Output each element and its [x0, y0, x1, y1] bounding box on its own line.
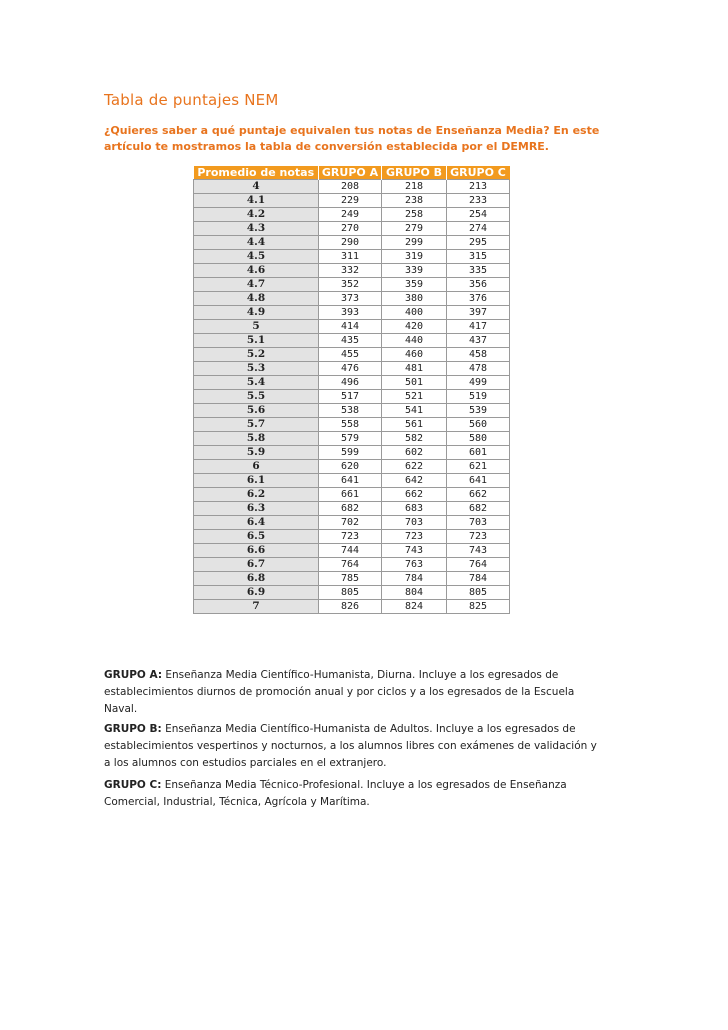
- group-a-description: [104, 667, 604, 718]
- cell-grupo-a: 558: [319, 418, 382, 432]
- cell-grupo-a: 414: [319, 320, 382, 334]
- cell-grupo-a: 682: [319, 502, 382, 516]
- cell-grade: 6.4: [194, 516, 319, 530]
- cell-grupo-b: 602: [382, 446, 447, 460]
- cell-grupo-a: 393: [319, 306, 382, 320]
- table-row: [194, 264, 510, 278]
- cell-grupo-b: 703: [382, 516, 447, 530]
- cell-grupo-c: 478: [447, 362, 510, 376]
- group-c-label: GRUPO C:: [104, 779, 162, 791]
- cell-grupo-a: 476: [319, 362, 382, 376]
- table-row: [194, 222, 510, 236]
- cell-grupo-a: 538: [319, 404, 382, 418]
- group-b-text: Enseñanza Media Científico-Humanista de Adultos. Incluye a los egresados de establecimientos vespertinos y nocturnos, a los alumnos libres con exámenes de validación y a los alumnos con estudios parciales en el extranjero.: [104, 723, 597, 769]
- table-row: [194, 502, 510, 516]
- group-a-text: Enseñanza Media Científico-Humanista, Diurna. Incluye a los egresados de establecimientos diurnos de promoción anual y por ciclos y a los egresados de la Escuela Naval.: [104, 669, 575, 715]
- cell-grupo-c: 417: [447, 320, 510, 334]
- table-row: [194, 530, 510, 544]
- cell-grade: 4.7: [194, 278, 319, 292]
- cell-grupo-a: 641: [319, 474, 382, 488]
- header-grupo-a: GRUPO A: [319, 166, 382, 180]
- table-row: [194, 306, 510, 320]
- header-grupo-c: GRUPO C: [447, 166, 510, 180]
- cell-grade: 6.7: [194, 558, 319, 572]
- cell-grupo-b: 541: [382, 404, 447, 418]
- table-row: [194, 348, 510, 362]
- table-row: [194, 362, 510, 376]
- cell-grupo-c: 682: [447, 502, 510, 516]
- cell-grupo-b: 299: [382, 236, 447, 250]
- cell-grupo-b: 622: [382, 460, 447, 474]
- cell-grupo-a: 290: [319, 236, 382, 250]
- group-b-description: [104, 721, 604, 772]
- cell-grupo-c: 376: [447, 292, 510, 306]
- group-b-label: GRUPO B:: [104, 723, 162, 735]
- table-row: [194, 446, 510, 460]
- cell-grade: 7: [194, 600, 319, 614]
- cell-grupo-c: 764: [447, 558, 510, 572]
- cell-grupo-a: 599: [319, 446, 382, 460]
- cell-grade: 6.3: [194, 502, 319, 516]
- table-row: [194, 404, 510, 418]
- cell-grupo-a: 332: [319, 264, 382, 278]
- cell-grupo-c: 335: [447, 264, 510, 278]
- cell-grupo-b: 723: [382, 530, 447, 544]
- group-c-description: [104, 777, 604, 811]
- cell-grupo-c: 274: [447, 222, 510, 236]
- table-row: [194, 544, 510, 558]
- cell-grade: 5.6: [194, 404, 319, 418]
- cell-grupo-b: 561: [382, 418, 447, 432]
- cell-grupo-a: 455: [319, 348, 382, 362]
- cell-grupo-c: 805: [447, 586, 510, 600]
- table-row: [194, 600, 510, 614]
- cell-grade: 4.8: [194, 292, 319, 306]
- cell-grade: 5.7: [194, 418, 319, 432]
- cell-grupo-c: 662: [447, 488, 510, 502]
- cell-grupo-c: 295: [447, 236, 510, 250]
- cell-grupo-c: 437: [447, 334, 510, 348]
- group-a-label: GRUPO A:: [104, 669, 163, 681]
- cell-grade: 6: [194, 460, 319, 474]
- table-row: [194, 194, 510, 208]
- cell-grupo-a: 826: [319, 600, 382, 614]
- cell-grupo-b: 460: [382, 348, 447, 362]
- cell-grade: 4.1: [194, 194, 319, 208]
- cell-grupo-c: 743: [447, 544, 510, 558]
- cell-grupo-b: 763: [382, 558, 447, 572]
- cell-grade: 4.9: [194, 306, 319, 320]
- cell-grupo-c: 254: [447, 208, 510, 222]
- cell-grupo-b: 824: [382, 600, 447, 614]
- cell-grupo-b: 420: [382, 320, 447, 334]
- cell-grupo-c: 723: [447, 530, 510, 544]
- cell-grupo-b: 784: [382, 572, 447, 586]
- table-row: [194, 488, 510, 502]
- table-header-row: [194, 166, 510, 180]
- cell-grupo-b: 339: [382, 264, 447, 278]
- cell-grupo-a: 764: [319, 558, 382, 572]
- cell-grupo-b: 642: [382, 474, 447, 488]
- cell-grupo-a: 229: [319, 194, 382, 208]
- cell-grupo-b: 380: [382, 292, 447, 306]
- cell-grade: 4.5: [194, 250, 319, 264]
- table-row: [194, 292, 510, 306]
- cell-grade: 6.9: [194, 586, 319, 600]
- cell-grupo-c: 784: [447, 572, 510, 586]
- cell-grade: 5.4: [194, 376, 319, 390]
- cell-grupo-b: 743: [382, 544, 447, 558]
- cell-grupo-a: 517: [319, 390, 382, 404]
- cell-grupo-b: 662: [382, 488, 447, 502]
- table-row: [194, 376, 510, 390]
- cell-grupo-a: 208: [319, 180, 382, 194]
- cell-grupo-a: 744: [319, 544, 382, 558]
- cell-grupo-c: 519: [447, 390, 510, 404]
- cell-grade: 5: [194, 320, 319, 334]
- table-row: [194, 432, 510, 446]
- cell-grade: 4.4: [194, 236, 319, 250]
- cell-grupo-b: 279: [382, 222, 447, 236]
- cell-grupo-b: 359: [382, 278, 447, 292]
- cell-grupo-b: 501: [382, 376, 447, 390]
- cell-grupo-c: 825: [447, 600, 510, 614]
- nem-conversion-table: [193, 166, 510, 614]
- cell-grupo-c: 233: [447, 194, 510, 208]
- table-row: [194, 586, 510, 600]
- cell-grade: 6.8: [194, 572, 319, 586]
- cell-grupo-a: 373: [319, 292, 382, 306]
- table-row: [194, 320, 510, 334]
- cell-grupo-a: 270: [319, 222, 382, 236]
- cell-grupo-b: 481: [382, 362, 447, 376]
- cell-grade: 6.5: [194, 530, 319, 544]
- table-row: [194, 208, 510, 222]
- cell-grade: 5.2: [194, 348, 319, 362]
- table-row: [194, 390, 510, 404]
- cell-grupo-a: 785: [319, 572, 382, 586]
- cell-grade: 6.2: [194, 488, 319, 502]
- cell-grade: 6.1: [194, 474, 319, 488]
- table-row: [194, 334, 510, 348]
- table-row: [194, 418, 510, 432]
- cell-grade: 5.9: [194, 446, 319, 460]
- table-row: [194, 250, 510, 264]
- cell-grupo-c: 601: [447, 446, 510, 460]
- intro-text: ¿Quieres saber a qué puntaje equivalen tus notas de Enseñanza Media? En este artículo te mostramos la tabla de conversión establecida por el DEMRE.: [104, 124, 600, 153]
- cell-grupo-a: 352: [319, 278, 382, 292]
- cell-grupo-a: 620: [319, 460, 382, 474]
- cell-grade: 5.3: [194, 362, 319, 376]
- table-row: [194, 460, 510, 474]
- cell-grupo-c: 397: [447, 306, 510, 320]
- cell-grade: 6.6: [194, 544, 319, 558]
- table-row: [194, 278, 510, 292]
- table-row: [194, 558, 510, 572]
- cell-grupo-a: 661: [319, 488, 382, 502]
- cell-grade: 4.3: [194, 222, 319, 236]
- cell-grupo-b: 683: [382, 502, 447, 516]
- cell-grupo-c: 213: [447, 180, 510, 194]
- cell-grupo-b: 582: [382, 432, 447, 446]
- cell-grupo-b: 258: [382, 208, 447, 222]
- cell-grade: 5.1: [194, 334, 319, 348]
- cell-grupo-c: 560: [447, 418, 510, 432]
- cell-grupo-b: 440: [382, 334, 447, 348]
- cell-grupo-c: 703: [447, 516, 510, 530]
- cell-grupo-b: 218: [382, 180, 447, 194]
- cell-grupo-c: 499: [447, 376, 510, 390]
- cell-grupo-c: 641: [447, 474, 510, 488]
- cell-grupo-a: 311: [319, 250, 382, 264]
- cell-grupo-c: 356: [447, 278, 510, 292]
- cell-grupo-c: 315: [447, 250, 510, 264]
- cell-grupo-c: 580: [447, 432, 510, 446]
- page-title: Tabla de puntajes NEM: [104, 91, 279, 109]
- cell-grupo-a: 805: [319, 586, 382, 600]
- cell-grupo-a: 249: [319, 208, 382, 222]
- cell-grupo-b: 400: [382, 306, 447, 320]
- cell-grupo-a: 723: [319, 530, 382, 544]
- cell-grupo-a: 435: [319, 334, 382, 348]
- header-grupo-b: GRUPO B: [382, 166, 447, 180]
- table-row: [194, 516, 510, 530]
- cell-grade: 5.5: [194, 390, 319, 404]
- table-row: [194, 180, 510, 194]
- cell-grade: 4.2: [194, 208, 319, 222]
- header-promedio: Promedio de notas: [194, 166, 319, 180]
- cell-grupo-c: 458: [447, 348, 510, 362]
- cell-grupo-c: 621: [447, 460, 510, 474]
- cell-grupo-b: 521: [382, 390, 447, 404]
- cell-grupo-b: 238: [382, 194, 447, 208]
- cell-grade: 4.6: [194, 264, 319, 278]
- cell-grupo-a: 579: [319, 432, 382, 446]
- cell-grade: 4: [194, 180, 319, 194]
- cell-grupo-c: 539: [447, 404, 510, 418]
- table-row: [194, 572, 510, 586]
- group-c-text: Enseñanza Media Técnico-Profesional. Incluye a los egresados de Enseñanza Comercial, Industrial, Técnica, Agrícola y Marítima.: [104, 779, 567, 808]
- cell-grade: 5.8: [194, 432, 319, 446]
- cell-grupo-a: 702: [319, 516, 382, 530]
- table-row: [194, 236, 510, 250]
- cell-grupo-b: 804: [382, 586, 447, 600]
- table-row: [194, 474, 510, 488]
- cell-grupo-b: 319: [382, 250, 447, 264]
- cell-grupo-a: 496: [319, 376, 382, 390]
